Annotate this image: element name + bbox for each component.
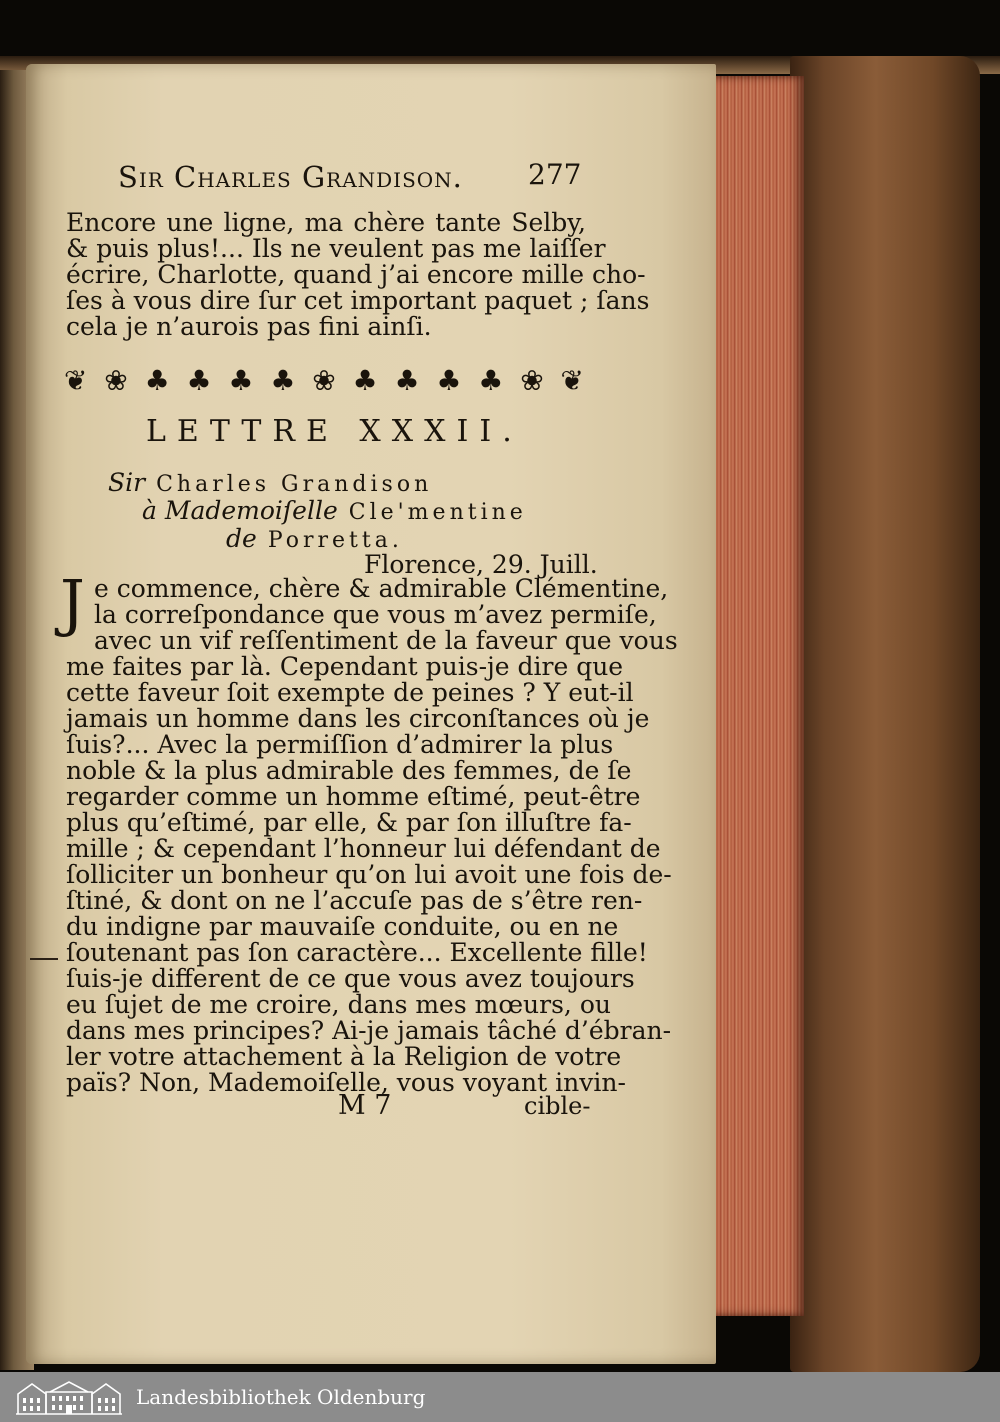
text-line: Encore une ligne, ma chère tante Selby, — [66, 208, 586, 237]
text-line: noble & la plus admirable des femmes, de ſe — [66, 756, 632, 785]
address-italic: Sir — [108, 468, 146, 497]
address-line — [226, 524, 403, 553]
text-line: écrire, Charlotte, quand j’ai encore mille cho- — [66, 260, 646, 289]
drop-cap: J — [60, 566, 85, 639]
text-line: ler votre attachement à la Religion de votre — [66, 1042, 622, 1071]
address-name: Cle'mentine — [348, 500, 527, 525]
text-line: ſoutenant pas ſon caractère... Excellente fille! — [66, 938, 648, 967]
dateline: Florence, 29. Juill. — [364, 550, 598, 579]
text-line: ſtiné, & dont on ne l’accuſe pas de s’être ren- — [66, 886, 643, 915]
address-line — [142, 496, 527, 525]
library-building-logo — [14, 1378, 124, 1416]
footer-bar — [0, 1372, 1000, 1422]
running-head-title: Sir Charles Grandison. — [118, 160, 463, 194]
address-italic: de — [226, 524, 257, 553]
library-name: Landesbibliothek Oldenburg — [136, 1385, 426, 1409]
text-line: jamais un homme dans les circonſtances où je — [66, 704, 650, 733]
address-name: Porretta. — [267, 528, 403, 553]
text-line: cela je n’aurois pas fini ainſi. — [66, 312, 432, 341]
margin-pencil-mark — [30, 958, 58, 960]
text-line: ſuis-je different de ce que vous avez toujours — [66, 964, 635, 993]
text-line: dans mes principes? Ai-je jamais tâché d’ébran- — [66, 1016, 672, 1045]
book-cover — [790, 56, 980, 1372]
text-line: mille ; & cependant l’honneur lui défendant de — [66, 834, 661, 863]
text-line: eu ſujet de me croire, dans mes mœurs, ou — [66, 990, 611, 1019]
ornamental-divider: ❦ ❀ ♣ ♣ ♣ ♣ ❀ ♣ ♣ ♣ ♣ ❀ ❦ — [64, 363, 584, 397]
text-line: ſes à vous dire ſur cet important paquet ; ſans — [66, 286, 650, 315]
address-line — [108, 468, 432, 497]
address-italic: à Mademoiſelle — [142, 496, 338, 525]
text-line: regarder comme un homme eſtimé, peut-être — [66, 782, 641, 811]
text-line: e commence, chère & admirable Clémentine, — [94, 574, 669, 603]
signature-mark: M 7 — [338, 1090, 392, 1121]
letter-heading: LETTRE XXXII. — [146, 414, 523, 449]
address-name: Charles Grandison — [156, 472, 433, 497]
text-line: la correſpondance que vous m’avez permiſe, — [94, 600, 657, 629]
text-line: & puis plus!... Ils ne veulent pas me laiſſer — [66, 234, 606, 263]
page-number: 277 — [528, 158, 582, 191]
text-line: du indigne par mauvaiſe conduite, ou en ne — [66, 912, 619, 941]
text-line: païs? Non, Mademoiſelle, vous voyant invin- — [66, 1068, 626, 1097]
text-line: plus qu’eſtimé, par elle, & par ſon illuſtre fa- — [66, 808, 632, 837]
text-line: ſolliciter un bonheur qu’on lui avoit une fois de- — [66, 860, 672, 889]
text-line: ſuis?... Avec la permiſſion d’admirer la plus — [66, 730, 614, 759]
catchword: cible- — [524, 1092, 591, 1120]
text-line: me faites par là. Cependant puis-je dire que — [66, 652, 624, 681]
running-head — [118, 160, 463, 194]
text-line: cette faveur ſoit exempte de peines ? Y eut-il — [66, 678, 634, 707]
text-line: avec un vif reſſentiment de la faveur que vous — [94, 626, 678, 655]
